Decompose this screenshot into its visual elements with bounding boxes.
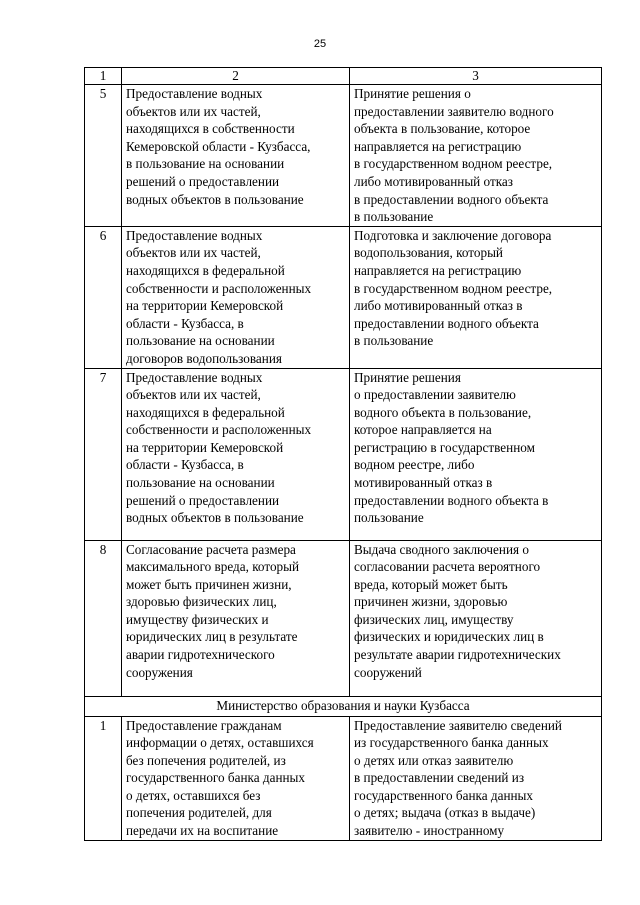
row-number: 5 bbox=[85, 85, 122, 227]
services-table bbox=[84, 67, 602, 841]
header-col-2: 2 bbox=[122, 68, 350, 85]
header-col-3: 3 bbox=[350, 68, 602, 85]
table-row bbox=[85, 226, 602, 368]
table-row bbox=[85, 368, 602, 540]
table-row bbox=[85, 85, 602, 227]
service-result: Подготовка и заключение договора водопользования, который направляется на регистрацию в государственном водном реестре, либо мотивированный отказ в предоставлении водного объекта в пользование bbox=[350, 226, 602, 368]
service-name: Предоставление водных объектов или их частей, находящихся в собственности Кемеровской области - Кузбасса, в пользование на основании решений о предоставлении водных объектов в пользование bbox=[122, 85, 350, 227]
section-header-row bbox=[85, 696, 602, 716]
service-result: Выдача сводного заключения о согласовании расчета вероятного вреда, который может быть причинен жизни, здоровью физических лиц, имуществу физических и юридических лиц в результате аварии гидротехнических сооружений bbox=[350, 540, 602, 696]
table-header-row bbox=[85, 68, 602, 85]
service-name: Предоставление водных объектов или их частей, находящихся в федеральной собственности и расположенных на территории Кемеровской области - Кузбасса, в пользование на основании договоров водопользования bbox=[122, 226, 350, 368]
row-number: 8 bbox=[85, 540, 122, 696]
service-name: Предоставление водных объектов или их частей, находящихся в федеральной собственности и расположенных на территории Кемеровской области - Кузбасса, в пользование на основании решений о предоставлении водных объектов в пользование bbox=[122, 368, 350, 540]
table-row bbox=[85, 716, 602, 840]
section-title: Министерство образования и науки Кузбасса bbox=[85, 696, 602, 716]
row-number: 6 bbox=[85, 226, 122, 368]
row-number: 7 bbox=[85, 368, 122, 540]
service-result: Предоставление заявителю сведений из государственного банка данных о детях или отказ заявителю в предоставлении сведений из государственного банка данных о детях; выдача (отказ в выдаче) заявителю - иностранному bbox=[350, 716, 602, 840]
service-result: Принятие решения о предоставлении заявителю водного объекта в пользование, которое направляется на регистрацию в государственном водном реестре, либо мотивированный отказ в предоставлении водного объекта в пользование bbox=[350, 85, 602, 227]
service-name: Согласование расчета размера максимального вреда, который может быть причинен жизни, здоровью физических лиц, имуществу физических и юридических лиц в результате аварии гидротехнического сооружения bbox=[122, 540, 350, 696]
service-name: Предоставление гражданам информации о детях, оставшихся без попечения родителей, из государственного банка данных о детях, оставшихся без попечения родителей, для передачи их на воспитание bbox=[122, 716, 350, 840]
service-result: Принятие решения о предоставлении заявителю водного объекта в пользование, которое направляется на регистрацию в государственном водном реестре, либо мотивированный отказ в предоставлении водного объекта в пользование bbox=[350, 368, 602, 540]
page-number: 25 bbox=[313, 38, 327, 50]
header-col-1: 1 bbox=[85, 68, 122, 85]
row-number: 1 bbox=[85, 716, 122, 840]
table-row bbox=[85, 540, 602, 696]
